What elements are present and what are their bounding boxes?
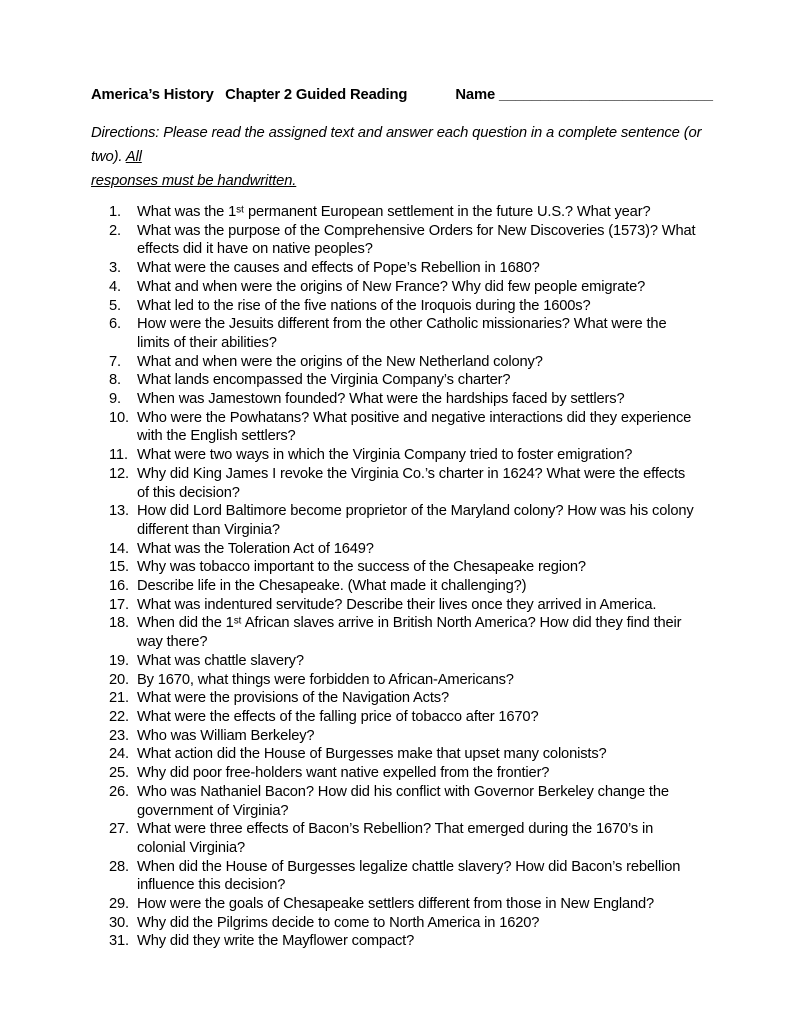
question-item [91, 465, 713, 502]
question-text: Who were the Powhatans? What positive and negative interactions did they experience with the English settlers? [137, 409, 692, 445]
question-item [91, 745, 713, 764]
chapter-title: Chapter 2 Guided Reading [225, 87, 408, 103]
course-title: America’s History [91, 87, 214, 103]
question-item [91, 409, 713, 446]
question-number: 26. [109, 783, 129, 800]
question-number: 30. [109, 914, 129, 931]
directions [91, 121, 713, 193]
question-item [91, 708, 713, 727]
question-text: What led to the rise of the five nations of the Iroquois during the 1600s? [137, 297, 591, 314]
question-number: 4. [109, 278, 121, 295]
question-text: Why did poor free-holders want native expelled from the frontier? [137, 765, 550, 782]
question-number: 24. [109, 746, 129, 763]
question-item [91, 315, 713, 352]
question-text: What was chattle slavery? [137, 652, 304, 669]
question-item [91, 689, 713, 708]
question-text: How did Lord Baltimore become proprietor of the Maryland colony? How was his colony different than Virginia? [137, 503, 694, 538]
question-number: 22. [109, 708, 129, 725]
question-list [91, 203, 713, 951]
question-item [91, 390, 713, 409]
question-number: 21. [109, 690, 129, 707]
question-text: What and when were the origins of New France? Why did few people emigrate? [137, 278, 646, 295]
question-item [91, 914, 713, 933]
question-item [91, 297, 713, 316]
question-item [91, 614, 713, 651]
question-item [91, 858, 713, 895]
question-text: When did the House of Burgesses legalize chattle slavery? How did Bacon’s rebellion influence this decision? [137, 858, 681, 894]
question-item [91, 222, 713, 259]
question-item [91, 764, 713, 783]
question-number: 20. [109, 671, 129, 688]
question-item [91, 932, 713, 951]
question-item [91, 558, 713, 577]
question-text: By 1670, what things were forbidden to African-Americans? [137, 671, 514, 688]
question-item [91, 895, 713, 914]
name-label: Name [455, 87, 500, 103]
question-number: 1. [109, 204, 121, 220]
header [91, 86, 713, 105]
name-blank-line: __________________________ [499, 87, 713, 103]
question-item [91, 596, 713, 615]
question-number: 16. [109, 578, 129, 595]
question-number: 11. [109, 447, 128, 464]
question-item [91, 259, 713, 278]
question-item [91, 203, 713, 222]
question-number: 10. [109, 409, 129, 426]
question-number: 23. [109, 727, 129, 744]
question-text: What were two ways in which the Virginia Company tried to foster emigration? [137, 447, 633, 464]
question-text: What was indentured servitude? Describe their lives once they arrived in America. [137, 596, 657, 613]
question-number: 9. [109, 391, 121, 408]
question-number: 27. [109, 821, 129, 838]
question-item [91, 727, 713, 746]
question-number: 3. [109, 260, 121, 277]
question-text: What were the effects of the falling price of tobacco after 1670? [137, 708, 539, 725]
question-number: 14. [109, 540, 129, 557]
question-number: 17. [109, 596, 129, 613]
directions-underlined-part1: All [125, 149, 142, 165]
question-text: Describe life in the Chesapeake. (What made it challenging?) [137, 578, 527, 595]
question-number: 5. [109, 297, 121, 314]
question-number: 12. [109, 465, 129, 482]
question-item [91, 353, 713, 372]
question-text: What was the purpose of the Comprehensive Orders for New Discoveries (1573)? What effects did it have on native peoples? [137, 222, 696, 258]
question-number: 13. [109, 503, 129, 520]
question-text: Why did King James I revoke the Virginia Co.’s charter in 1624? What were the effects of this decision? [137, 465, 686, 501]
question-text: When was Jamestown founded? What were the hardships faced by settlers? [137, 391, 625, 408]
question-text: How were the goals of Chesapeake settlers different from those in New England? [137, 896, 655, 913]
question-text: What lands encompassed the Virginia Company’s charter? [137, 372, 511, 389]
question-item [91, 446, 713, 465]
name-field [455, 86, 713, 105]
question-text: When did the 1ˢᵗ African slaves arrive in British North America? How did they find their way there? [137, 615, 682, 651]
directions-text: Directions: Please read the assigned text and answer each question in a complete sentence (or two). [91, 125, 702, 165]
question-text: What was the Toleration Act of 1649? [137, 540, 374, 557]
question-number: 31. [109, 933, 129, 950]
directions-underlined-part2: responses must be handwritten. [91, 173, 297, 189]
question-text: How were the Jesuits different from the other Catholic missionaries? What were the limits of their abilities? [137, 316, 667, 351]
question-number: 8. [109, 372, 121, 389]
question-text: What were three effects of Bacon’s Rebellion? That emerged during the 1670’s in colonial Virginia? [137, 821, 654, 856]
question-number: 15. [109, 559, 129, 576]
question-text: What was the 1ˢᵗ permanent European settlement in the future U.S.? What year? [137, 204, 651, 220]
question-number: 29. [109, 896, 129, 913]
question-item [91, 577, 713, 596]
question-text: What and when were the origins of the New Netherland colony? [137, 353, 543, 370]
question-number: 7. [109, 353, 121, 370]
question-number: 2. [109, 222, 121, 239]
question-item [91, 820, 713, 857]
question-item [91, 783, 713, 820]
question-number: 18. [109, 615, 129, 632]
question-number: 28. [109, 858, 129, 875]
question-text: Who was William Berkeley? [137, 727, 315, 744]
question-item [91, 652, 713, 671]
question-text: Why was tobacco important to the success of the Chesapeake region? [137, 559, 586, 576]
question-text: Why did the Pilgrims decide to come to North America in 1620? [137, 914, 540, 931]
question-item [91, 502, 713, 539]
question-item [91, 540, 713, 559]
question-text: What were the causes and effects of Pope’s Rebellion in 1680? [137, 260, 540, 277]
question-number: 25. [109, 765, 129, 782]
question-text: What action did the House of Burgesses make that upset many colonists? [137, 746, 607, 763]
question-number: 6. [109, 316, 121, 333]
question-text: Why did they write the Mayflower compact? [137, 933, 415, 950]
question-item [91, 278, 713, 297]
question-item [91, 371, 713, 390]
question-item [91, 671, 713, 690]
question-text: Who was Nathaniel Bacon? How did his conflict with Governor Berkeley change the government of Virginia? [137, 783, 669, 819]
question-number: 19. [109, 652, 129, 669]
question-text: What were the provisions of the Navigation Acts? [137, 690, 450, 707]
